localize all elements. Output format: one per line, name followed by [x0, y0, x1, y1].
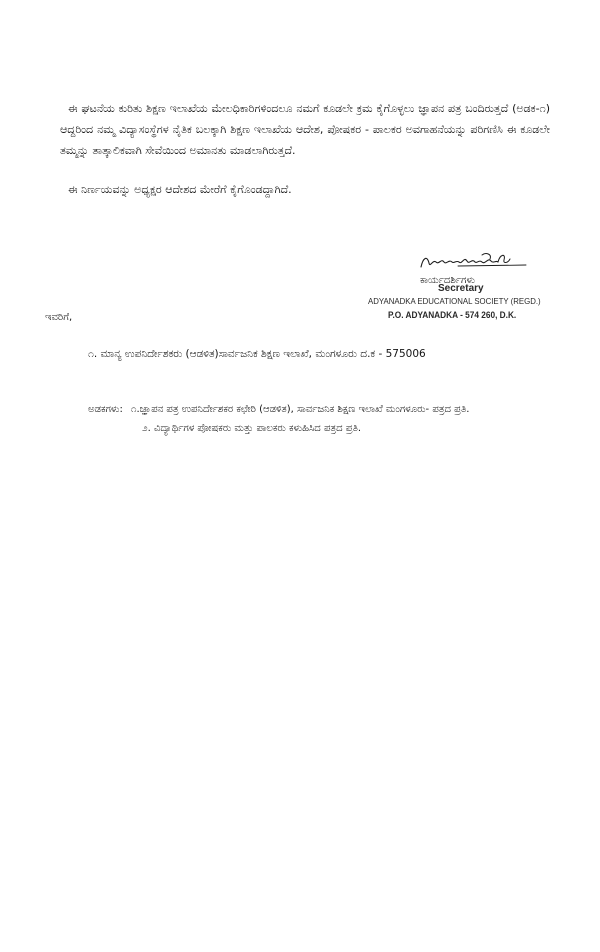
- signatory-title-kannada: ಕಾರ್ಯದರ್ಶಿಗಳು: [420, 275, 476, 286]
- recipient-salutation: ಇವರಿಗೆ,: [45, 312, 73, 323]
- signature-block: [45, 250, 550, 330]
- body-paragraph-2: ಈ ನಿರ್ಣಯವನ್ನು ಅಧ್ಯಕ್ಷರ ಆದೇಶದ ಮೇರೆಗೆ ಕೈಗೊಂಡದ್ದಾಗಿದೆ.: [68, 183, 292, 196]
- stamp-secretary-title: Secretary: [438, 283, 484, 294]
- recipient-address: ೧. ಮಾನ್ಯ ಉಪನಿರ್ದೇಶಕರು (ಆಡಳಿತ)ಸಾರ್ವಜನಿಕ ಶಿಕ್ಷಣ ಇಲಾಖೆ, ಮಂಗಳೂರು ದ.ಕ - 575006: [88, 348, 426, 360]
- body-paragraph-1: ಈ ಘಟನೆಯ ಕುರಿತು ಶಿಕ್ಷಣ ಇಲಾಖೆಯ ಮೇಲಧಿಕಾರಿಗಳಿಂದಲೂ ನಮಗೆ ಕೂಡಲೇ ಕ್ರಮ ಕೈಗೊಳ್ಳಲು ಜ್ಞಾಪನ ಪತ್ರ ಬಂದಿರುತ್ತದೆ (ಅಡಕ-೧) ಆದ್ದರಿಂದ ನಮ್ಮ ವಿದ್ಯಾಸಂಸ್ಥೆಗಳ ನೈತಿಕ ಬಲಕ್ಕಾಗಿ ಶಿಕ್ಷಣ ಇಲಾಖೆಯ ಆದೇಶ, ಪೋಷಕರ - ಪಾಲಕರ ಅವಗಾಹನೆಯನ್ನು ಪರಿಗಣಿಸಿ ಈ ಕೂಡಲೇ ತಮ್ಮನ್ನು ತಾತ್ಕಾಲಿಕವಾಗಿ ಸೇವೆಯಿಂದ ಅಮಾನತು ಮಾಡಲಾಗಿರುತ್ತದೆ.: [60, 102, 550, 157]
- enclosures-section: [88, 400, 550, 438]
- handwritten-signature: [418, 250, 530, 274]
- enclosure-item-1-line: [88, 400, 550, 419]
- stamp-organization-address: P.O. ADYANADKA - 574 260, D.K.: [388, 310, 517, 320]
- letter-content: [45, 98, 550, 438]
- enclosure-item-2: ೨. ವಿದ್ಯಾರ್ಥಿಗಳ ಪೋಷಕರು ಮತ್ತು ಪಾಲಕರು ಕಳುಹಿಸಿದ ಪತ್ರದ ಪ್ರತಿ.: [142, 423, 362, 434]
- stamp-organization-name: ADYANADKA EDUCATIONAL SOCIETY (REGD.): [368, 296, 541, 306]
- enclosure-item-1: ೧.ಜ್ಞಾಪನ ಪತ್ರ ಉಪನಿರ್ದೇಶಕರ ಕಛೇರಿ (ಆಡಳಿತ), ಸಾರ್ವಜನಿಕ ಶಿಕ್ಷಣ ಇಲಾಖೆ ಮಂಗಳೂರು- ಪತ್ರದ ಪ್ರತಿ.: [130, 404, 470, 415]
- enclosures-label: ಅಡಕಗಳು:: [88, 404, 123, 415]
